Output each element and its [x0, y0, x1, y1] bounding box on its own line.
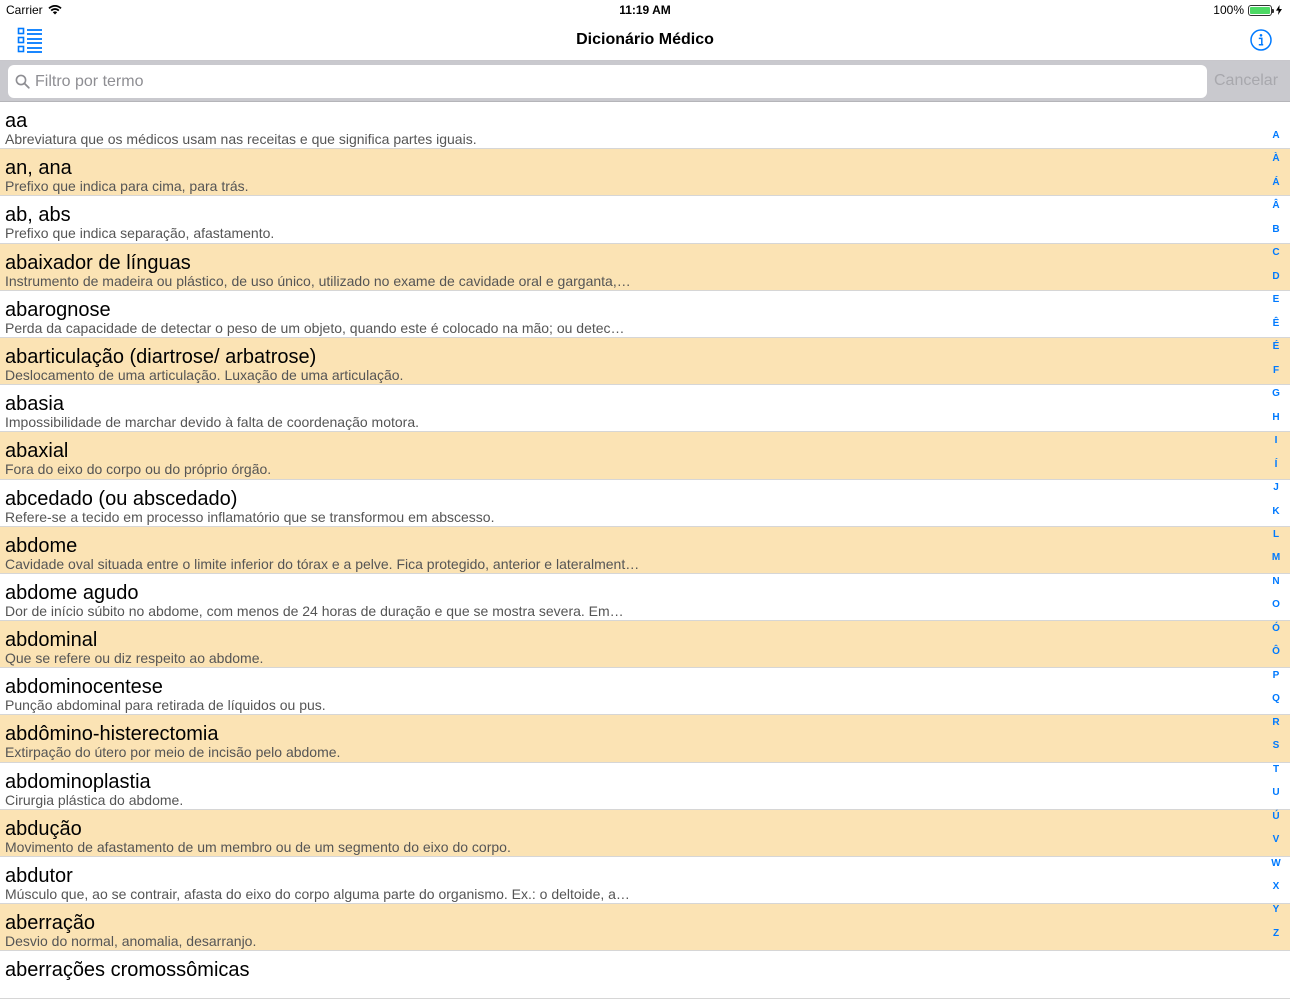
info-icon[interactable] [1250, 29, 1272, 51]
term-title: aa [5, 110, 28, 132]
term-description: Cavidade oval situada entre o limite inferior do tórax e a pelve. Fica protegido, anterior e lateralment… [5, 555, 640, 572]
search-icon [15, 74, 30, 89]
term-title: abarognose [5, 298, 111, 321]
battery-icon [1248, 5, 1272, 16]
list-item[interactable] [0, 904, 1290, 951]
page-title: Dicionário Médico [576, 31, 714, 48]
term-title: abdome [5, 534, 78, 557]
term-title: abdome agudo [5, 581, 139, 604]
index-letter[interactable]: R [1272, 716, 1280, 728]
index-letter[interactable]: Ó [1272, 622, 1280, 634]
status-battery [1213, 3, 1282, 17]
term-description: Instrumento de madeira ou plástico, de uso único, utilizado no exame de cavidade oral e garganta,… [5, 272, 631, 289]
term-description: Músculo que, ao se contrair, afasta do eixo do corpo alguma parte do organismo. Ex.: o deltoide, a… [5, 886, 630, 902]
index-letter[interactable]: O [1272, 599, 1280, 611]
term-description: Prefixo que indica separação, afastamento. [5, 225, 275, 242]
list-item[interactable] [0, 432, 1290, 479]
index-letter[interactable]: N [1272, 575, 1280, 587]
list-item[interactable] [0, 480, 1290, 527]
index-letter[interactable]: K [1272, 505, 1280, 517]
index-letter[interactable]: Ô [1272, 646, 1280, 658]
list-item[interactable] [0, 951, 1290, 998]
index-letter[interactable]: L [1272, 528, 1280, 540]
list-item[interactable] [0, 715, 1290, 762]
index-letter[interactable]: X [1272, 881, 1280, 892]
carrier-label: Carrier [6, 3, 43, 17]
index-letter[interactable]: F [1272, 364, 1280, 376]
term-title: ab, abs [5, 204, 71, 227]
list-item[interactable] [0, 527, 1290, 574]
index-letter[interactable]: Í [1274, 458, 1278, 470]
index-letter[interactable]: Ú [1272, 810, 1280, 822]
list-item[interactable] [0, 574, 1290, 621]
term-description: Cirurgia plástica do abdome. [5, 791, 184, 808]
index-letter[interactable]: Ê [1272, 317, 1280, 329]
index-letter[interactable]: E [1272, 294, 1280, 306]
list-item[interactable] [0, 338, 1290, 385]
index-letter[interactable]: V [1272, 834, 1280, 846]
search-input[interactable] [35, 65, 1195, 98]
term-title: aberração [5, 912, 96, 935]
term-description: Desvio do normal, anomalia, desarranjo. [5, 933, 257, 950]
term-title: abdutor [5, 865, 73, 887]
index-letter[interactable]: Z [1272, 927, 1280, 939]
term-description: Perda da capacidade de detectar o peso de um objeto, quando este é colocado na mão; ou detec… [5, 319, 625, 336]
index-letter[interactable]: Q [1272, 693, 1280, 705]
cancel-button[interactable]: Cancelar [1214, 72, 1279, 89]
index-letter[interactable]: U [1272, 787, 1280, 799]
index-letter[interactable]: Y [1272, 904, 1280, 916]
term-title: abcedado (ou abscedado) [5, 487, 238, 510]
term-title: an, ana [5, 157, 72, 180]
index-letter[interactable]: S [1272, 740, 1280, 752]
index-letter[interactable]: H [1272, 411, 1280, 423]
term-title: aberrações cromossômicas [5, 959, 250, 982]
list-item[interactable] [0, 385, 1290, 432]
term-description: Prefixo que indica para cima, para trás. [5, 178, 249, 195]
index-letter[interactable]: W [1271, 857, 1281, 869]
alphabet-index[interactable] [1262, 130, 1290, 940]
charging-icon [1276, 5, 1282, 15]
index-letter[interactable]: Â [1272, 200, 1280, 212]
term-title: abarticulação (diartrose/ arbatrose) [5, 345, 317, 368]
term-description: Abreviatura que os médicos usam nas receitas e que significa partes iguais. [5, 131, 477, 147]
list-item[interactable] [0, 244, 1290, 291]
list-item[interactable] [0, 857, 1290, 904]
term-description: Deslocamento de uma articulação. Luxação de uma articulação. [5, 366, 404, 383]
term-title: abasia [5, 393, 64, 416]
index-letter[interactable]: À [1272, 153, 1280, 165]
term-title: abdominoplastia [5, 770, 151, 793]
term-description: Movimento de afastamento de um membro ou de um segmento do eixo do corpo. [5, 838, 511, 855]
index-letter[interactable]: J [1273, 482, 1279, 494]
index-letter[interactable]: I [1274, 435, 1278, 447]
list-item[interactable] [0, 668, 1290, 715]
index-letter[interactable]: G [1272, 388, 1280, 400]
index-letter[interactable]: É [1272, 341, 1280, 353]
list-item[interactable] [0, 621, 1290, 668]
term-title: abaixador de línguas [5, 251, 191, 274]
term-description: Extirpação do útero por meio de incisão pelo abdome. [5, 744, 341, 761]
index-letter[interactable]: C [1272, 247, 1280, 259]
search-bar [0, 61, 1290, 102]
index-letter[interactable]: B [1272, 223, 1280, 235]
term-title: abdução [5, 817, 82, 840]
term-title: abdominocentese [5, 676, 163, 699]
status-bar [0, 0, 1290, 20]
term-description: Dor de início súbito no abdome, com menos de 24 horas de duração e que se mostra severa. Em… [5, 602, 624, 619]
index-letter[interactable]: A [1272, 130, 1280, 141]
term-description: Que se refere ou diz respeito ao abdome. [5, 650, 264, 667]
term-description: Fora do eixo do corpo ou do próprio órgão. [5, 461, 272, 478]
list-item[interactable] [0, 810, 1290, 857]
list-item[interactable] [0, 763, 1290, 810]
term-description: Punção abdominal para retirada de líquidos ou pus. [5, 697, 326, 714]
index-letter[interactable]: M [1271, 552, 1281, 564]
battery-fill [1250, 7, 1270, 14]
battery-percent: 100% [1213, 3, 1244, 17]
list-item[interactable] [0, 149, 1290, 196]
list-item[interactable] [0, 102, 1290, 149]
search-field[interactable] [8, 65, 1207, 98]
index-letter[interactable]: P [1272, 669, 1280, 681]
list-item[interactable] [0, 196, 1290, 243]
term-title: abaxial [5, 440, 69, 463]
index-letter[interactable]: Á [1272, 176, 1280, 188]
term-title: abdominal [5, 629, 98, 652]
list-item[interactable] [0, 291, 1290, 338]
index-letter[interactable]: D [1272, 270, 1280, 282]
index-letter[interactable]: T [1272, 763, 1280, 775]
navigation-bar [0, 20, 1290, 61]
term-description: Impossibilidade de marchar devido à falta de coordenação motora. [5, 414, 420, 431]
term-title: abdômino-histerectomia [5, 723, 219, 746]
term-description: Refere-se a tecido em processo inflamatório que se transformou em abscesso. [5, 508, 495, 525]
status-time: 11:19 AM [619, 3, 671, 17]
term-list[interactable] [0, 102, 1290, 982]
